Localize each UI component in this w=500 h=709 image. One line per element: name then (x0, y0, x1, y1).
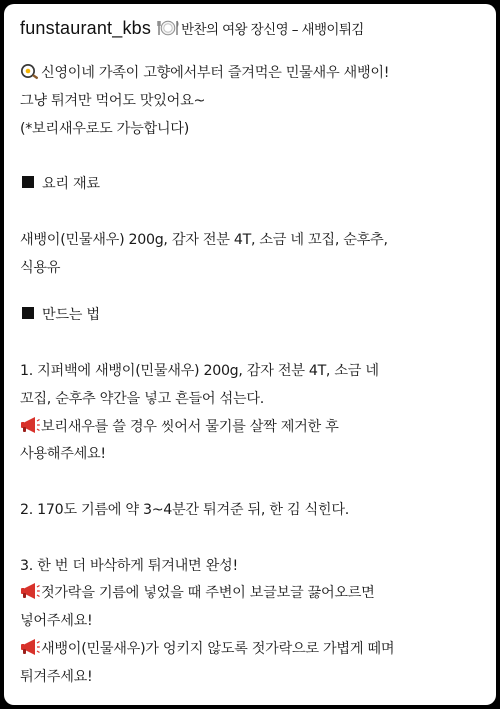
ingredients-heading-row (20, 171, 482, 199)
ingredients-heading: 요리 재료 (42, 176, 100, 193)
step1-line: 1. 지퍼백에 새뱅이(민물새우) 200g, 감자 전분 4T, 소금 네 (20, 362, 379, 379)
tip-line: 사용해주세요! (20, 446, 106, 463)
tip-line (20, 636, 482, 664)
intro-line (20, 60, 482, 88)
post-body (20, 60, 482, 692)
megaphone-icon (20, 416, 40, 434)
tip-line (20, 580, 482, 608)
megaphone-icon (20, 582, 40, 600)
step2-line: 2. 170도 기름에 약 3~4분간 튀겨준 뒤, 한 김 식힌다. (20, 501, 349, 518)
account-username[interactable]: funstaurant_kbs (20, 17, 152, 38)
tip-text: 젓가락을 기름에 넣었을 때 주변이 보글보글 끓어오르면 (41, 585, 375, 602)
intro-text: 신영이네 가족이 고향에서부터 즐겨먹은 민물새우 새뱅이! (41, 65, 390, 81)
intro-line: (*보리새우로도 가능합니다) (20, 120, 189, 137)
tip-line: 넣어주세요! (20, 613, 93, 630)
frying-pan-egg-icon (20, 62, 40, 80)
step3-line: 3. 한 번 더 바삭하게 튀겨내면 완성! (20, 557, 238, 574)
post-card (4, 4, 496, 705)
post-header (20, 16, 482, 40)
plate-cutlery-icon (157, 19, 179, 37)
step1-line: 꼬집, 순후추 약간을 넣고 흔들어 섞는다. (20, 390, 264, 407)
tip-line (20, 414, 482, 442)
intro-line: 그냥 튀겨만 먹어도 맛있어요~ (20, 92, 206, 109)
black-square-icon (22, 176, 34, 188)
post-title: 반찬의 여왕 장신영 – 새뱅이튀김 (181, 22, 364, 38)
tip-text: 새뱅이(민물새우)가 엉키지 않도록 젓가락으로 가볍게 떼며 (41, 640, 395, 657)
tip-text: 보리새우를 쓸 경우 씻어서 물기를 살짝 제거한 후 (41, 418, 339, 435)
megaphone-icon (20, 638, 40, 656)
method-heading-row (20, 302, 482, 330)
black-square-icon (22, 307, 34, 319)
method-heading: 만드는 법 (42, 307, 100, 324)
ingredients-line: 새뱅이(민물새우) 200g, 감자 전분 4T, 소금 네 꼬집, 순후추, (20, 231, 388, 248)
ingredients-line: 식용유 (20, 259, 61, 276)
tip-line: 튀겨주세요! (20, 668, 93, 685)
